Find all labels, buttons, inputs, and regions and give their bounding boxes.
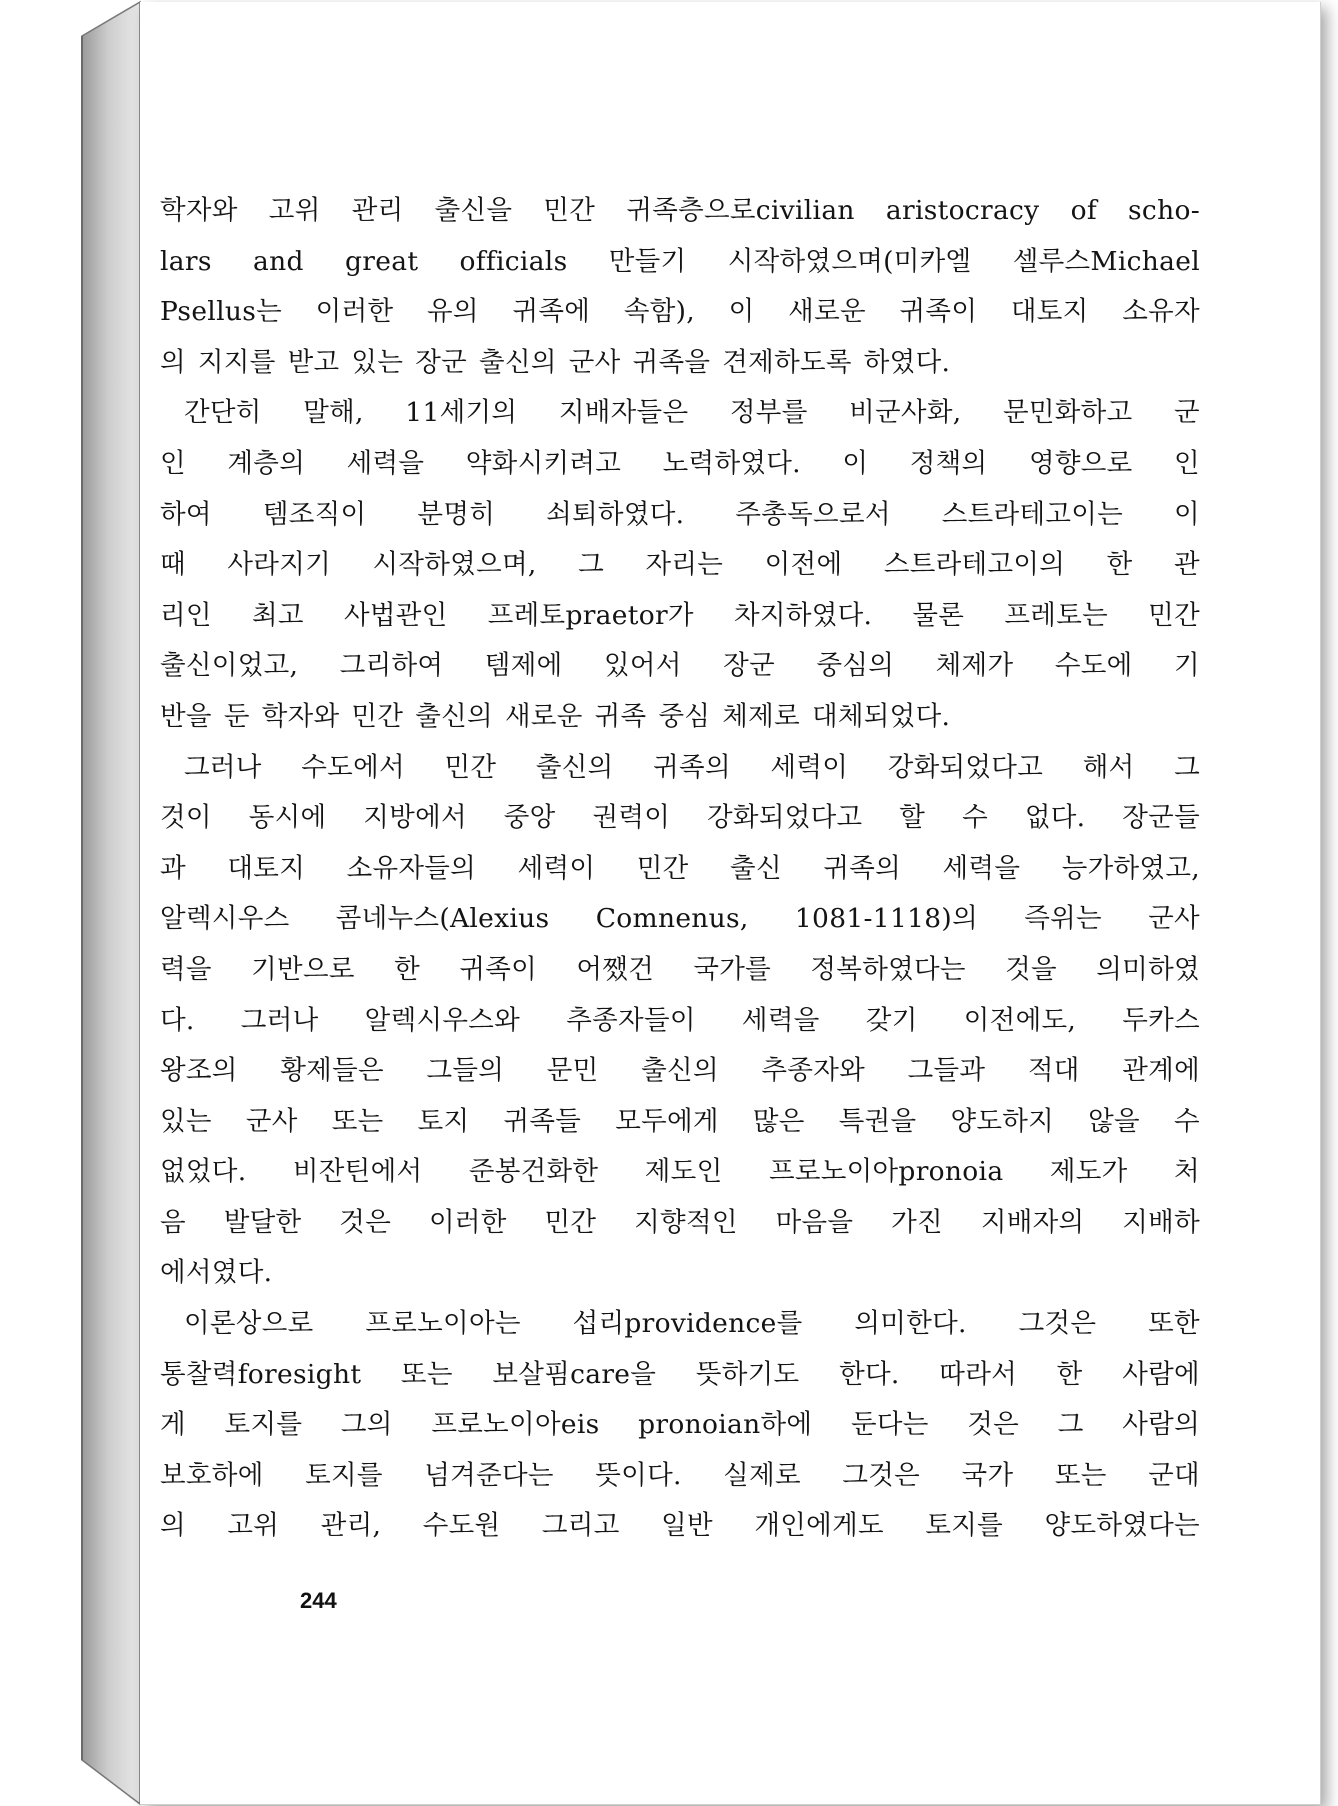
text-line: 있는 군사 또는 토지 귀족들 모두에게 많은 특권을 양도하지 않을 수 [160,1105,1200,1137]
text-line: 인 계층의 세력을 약화시키려고 노력하였다. 이 정책의 영향으로 인 [160,447,1200,479]
text-line: 리인 최고 사법관인 프레토praetor가 차지하였다. 물론 프레토는 민간 [160,599,1200,631]
text-line: 학자와 고위 관리 출신을 민간 귀족층으로civilian aristocracy of scho- [160,195,1200,226]
text-line: 그러나 수도에서 민간 출신의 귀족의 세력이 강화되었다고 해서 그 [184,751,1200,783]
text-line: Psellus는 이러한 유의 귀족에 속함), 이 새로운 귀족이 대토지 소유자 [160,296,1200,328]
text-line: 출신이었고, 그리하여 템제에 있어서 장군 중심의 체제가 수도에 기 [160,650,1200,682]
text-line: 에서였다. [160,1257,273,1289]
text-line: 음 발달한 것은 이러한 민간 지향적인 마음을 가진 지배자의 지배하 [160,1206,1200,1238]
text-line: 게 토지를 그의 프로노이아eis pronoian하에 둔다는 것은 그 사람의 [160,1409,1200,1441]
text-line: lars and great officials 만들기 시작하였으며(미카엘 셀루스Michael [160,245,1200,277]
text-line: 다. 그러나 알렉시우스와 추종자들이 세력을 갖기 이전에도, 두카스 [160,1004,1200,1036]
text-line: 알렉시우스 콤네누스(Alexius Comnenus, 1081-1118)의 즉위는 군사 [160,903,1200,935]
text-line: 것이 동시에 지방에서 중앙 권력이 강화되었다고 할 수 없다. 장군들 [160,802,1200,834]
text-line: 통찰력foresight 또는 보살핌care을 뜻하기도 한다. 따라서 한 사람에 [160,1358,1200,1390]
text-line: 때 사라지기 시작하였으며, 그 자리는 이전에 스트라테고이의 한 관 [160,549,1200,581]
text-line: 왕조의 황제들은 그들의 문민 출신의 추종자와 그들과 적대 관계에 [160,1055,1200,1087]
text-line: 의 고위 관리, 수도원 그리고 일반 개인에게도 토지를 양도하였다는 [160,1510,1200,1542]
text-line: 력을 기반으로 한 귀족이 어쨌건 국가를 정복하였다는 것을 의미하였 [160,953,1200,985]
text-line: 간단히 말해, 11세기의 지배자들은 정부를 비군사화, 문민화하고 군 [184,397,1200,429]
text-line: 의 지지를 받고 있는 장군 출신의 군사 귀족을 견제하도록 하였다. [160,346,951,378]
text-line: 보호하에 토지를 넘겨준다는 뜻이다. 실제로 그것은 국가 또는 군대 [160,1459,1200,1491]
page-number: 244 [300,1588,337,1613]
text-line: 하여 템조직이 분명히 쇠퇴하였다. 주총독으로서 스트라테고이는 이 [160,498,1200,530]
text-line: 이론상으로 프로노이아는 섭리providence를 의미한다. 그것은 또한 [184,1308,1200,1340]
text-line: 반을 둔 학자와 민간 출신의 새로운 귀족 중심 체제로 대체되었다. [160,700,951,732]
page-body-text [160,186,1200,1552]
text-line: 없었다. 비잔틴에서 준봉건화한 제도인 프로노이아pronoia 제도가 처 [160,1156,1200,1188]
text-line: 과 대토지 소유자들의 세력이 민간 출신 귀족의 세력을 능가하였고, [160,852,1200,884]
